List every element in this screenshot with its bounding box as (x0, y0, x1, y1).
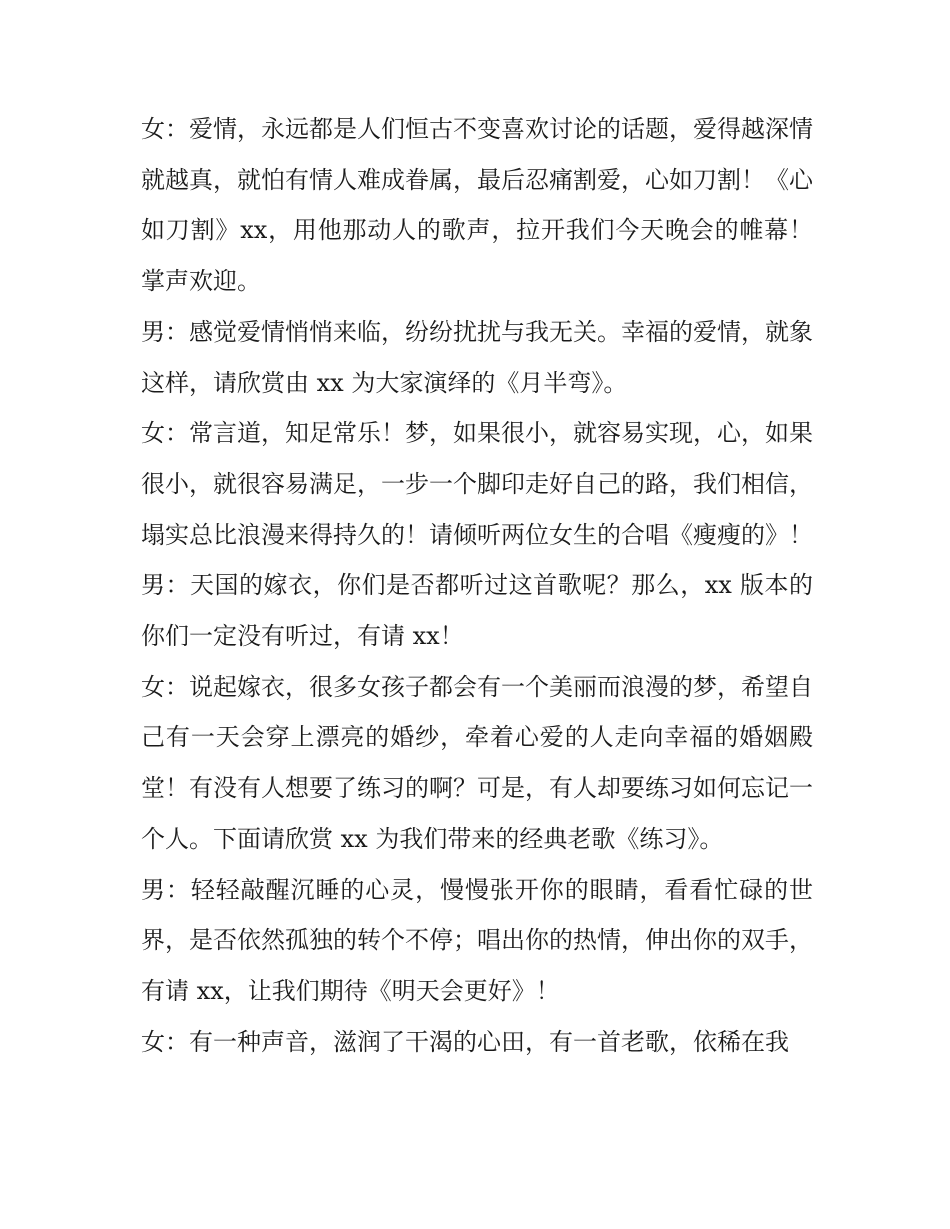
paragraph-host-male-1: 男：感觉爱情悄悄来临，纷纷扰扰与我无关。幸福的爱情，就象这样，请欣赏由 xx 为大家演绎的《月半弯》。 (141, 317, 813, 397)
paragraph-host-female-1: 女：爱情，永远都是人们恒古不变喜欢讨论的话题，爱得越深情就越真，就怕有情人难成眷属，最后忍痛割爱，心如刀割！《心如刀割》xx，用他那动人的歌声，拉开我们今天晚会的帷幕！掌声欢迎。 (141, 115, 813, 296)
document-body (141, 104, 813, 1067)
paragraph-host-male-3: 男：轻轻敲醒沉睡的心灵，慢慢张开你的眼睛，看看忙碌的世界，是否依然孤独的转个不停；唱出你的热情，伸出你的双手，有请 xx，让我们期待《明天会更好》！ (141, 875, 813, 1005)
paragraph-host-male-2: 男：天国的嫁衣，你们是否都听过这首歌呢？那么，xx 版本的你们一定没有听过，有请 xx！ (141, 571, 813, 651)
paragraph-host-female-2: 女：常言道，知足常乐！梦，如果很小，就容易实现，心，如果很小，就很容易满足，一步一个脚印走好自己的路，我们相信，塌实总比浪漫来得持久的！请倾听两位女生的合唱《瘦瘦的》！ (141, 419, 813, 549)
paragraph-host-female-4: 女：有一种声音，滋润了干渴的心田，有一首老歌，依稀在我 (141, 1027, 789, 1056)
paragraph-host-female-3: 女：说起嫁衣，很多女孩子都会有一个美丽而浪漫的梦，希望自己有一天会穿上漂亮的婚纱，牵着心爱的人走向幸福的婚姻殿堂！有没有人想要了练习的啊？可是，有人却要练习如何忘记一个人。下面请欣赏 xx 为我们带来的经典老歌《练习》。 (141, 672, 813, 853)
